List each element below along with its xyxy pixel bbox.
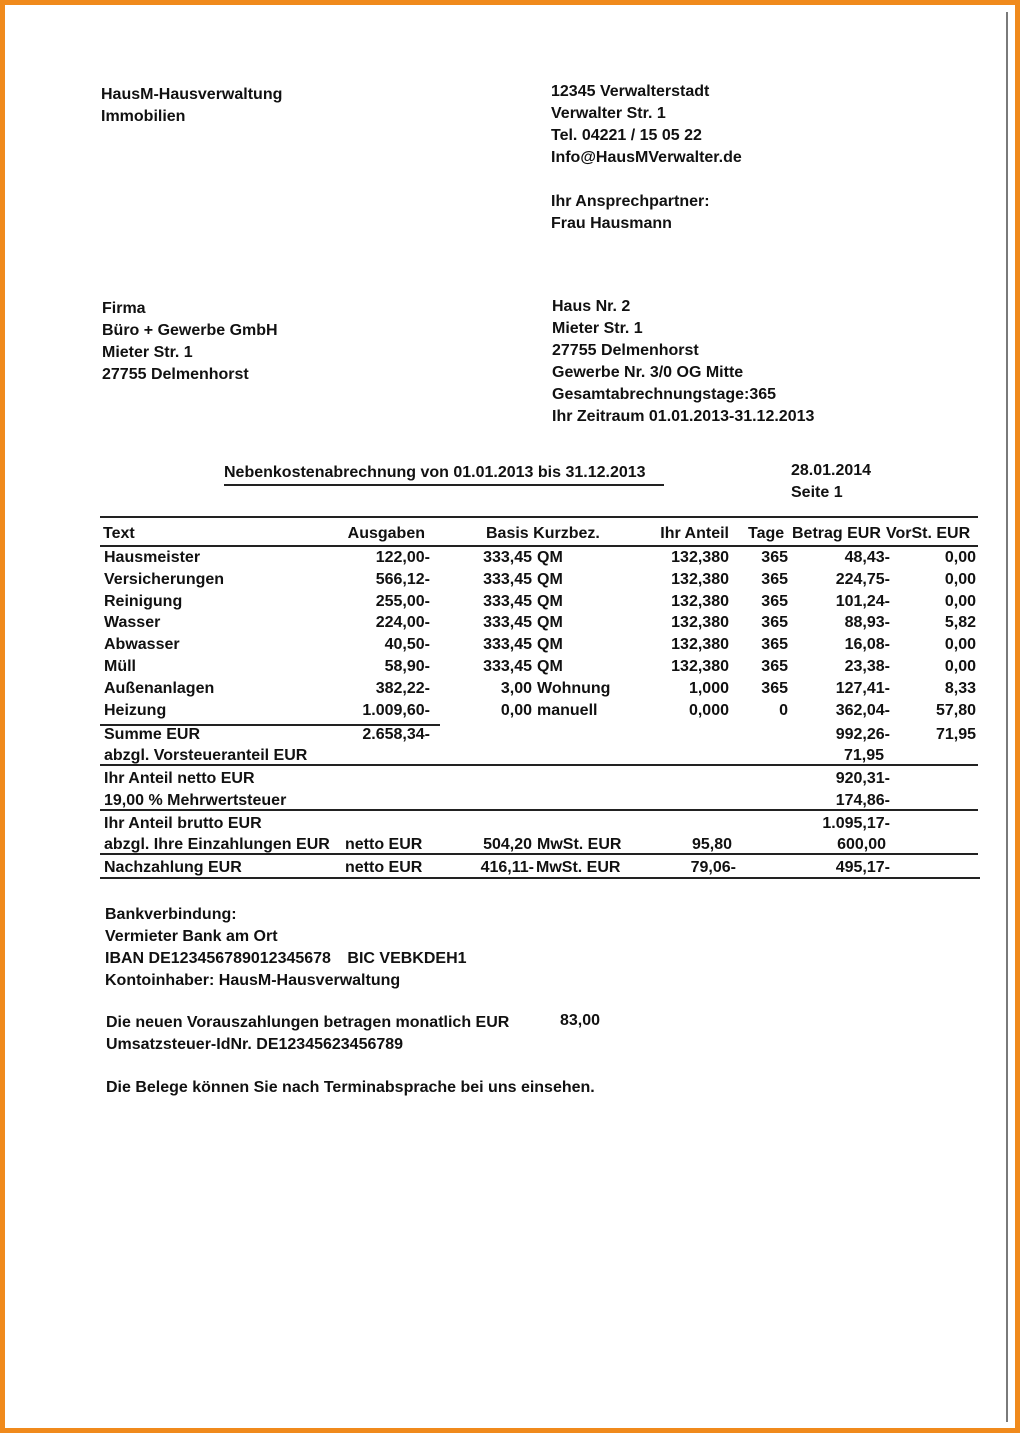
table-row <box>0 656 1020 678</box>
sender-name: HausM-Hausverwaltung <box>101 86 283 103</box>
cell-tage: 365 <box>761 614 788 632</box>
property-city: 27755 Delmenhorst <box>552 342 699 359</box>
contact-name: Frau Hausmann <box>551 215 672 232</box>
cell-betrag: 224,75- <box>835 570 890 588</box>
table-row <box>0 700 1020 722</box>
cell-betrag: 23,38- <box>844 658 890 675</box>
header-betrag: Betrag EUR <box>792 525 881 542</box>
cell-kurzbez: QM <box>537 658 563 675</box>
cell-text: Heizung <box>104 701 167 719</box>
recipient-line1: Firma <box>102 300 146 317</box>
cell-vorst: 0,00 <box>944 549 976 566</box>
cell-ausgaben: 224,00- <box>375 614 430 632</box>
header-tage: Tage <box>748 525 785 542</box>
cell-vorst: 0,00 <box>944 592 976 610</box>
sender-subtitle: Immobilien <box>101 108 186 125</box>
cell-betrag: 101,24- <box>835 592 890 610</box>
cell-basis: 0,00 <box>500 701 532 719</box>
cell-vorst: 8,33 <box>944 679 976 697</box>
cell-anteil: 132,380 <box>671 592 729 610</box>
cell-anteil: 1,000 <box>688 679 729 697</box>
bank-bic: BIC VEBKDEH1 <box>347 950 467 967</box>
receipts-note: Die Belege können Sie nach Terminabsprache bei uns einsehen. <box>106 1079 595 1096</box>
document-date: 28.01.2014 <box>791 462 872 479</box>
table-row <box>0 569 1020 591</box>
nachzahlung-line <box>100 853 978 855</box>
bank-owner: Kontoinhaber: HausM-Hausverwaltung <box>105 972 401 989</box>
table-row <box>0 612 1020 634</box>
cell-anteil: 0,000 <box>688 701 729 719</box>
cell-betrag: 127,41- <box>835 679 890 697</box>
nachzahlung-netto-value: 416,11- <box>480 859 534 876</box>
table-row <box>0 591 1020 613</box>
cell-tage: 365 <box>761 592 788 610</box>
cell-tage: 0 <box>779 701 788 719</box>
header-anteil: Ihr Anteil <box>660 525 729 542</box>
sender-block <box>101 84 282 128</box>
header-vorst: VorSt. EUR <box>886 525 971 542</box>
cell-kurzbez: manuell <box>537 701 598 719</box>
cell-kurzbez: Wohnung <box>537 679 611 697</box>
cell-text: Versicherungen <box>104 570 225 588</box>
property-block <box>552 296 814 428</box>
cell-ausgaben: 40,50- <box>384 636 430 654</box>
property-unit: Gewerbe Nr. 3/0 OG Mitte <box>552 364 744 381</box>
summe-row <box>0 724 1020 746</box>
cell-tage: 365 <box>761 679 788 697</box>
table-row <box>0 678 1020 700</box>
brutto-betrag: 1.095,17- <box>822 815 890 832</box>
cell-vorst: 0,00 <box>944 636 976 654</box>
einzahlungen-betrag: 600,00 <box>837 836 886 853</box>
cell-vorst: 57,80 <box>935 701 976 719</box>
cell-vorst: 0,00 <box>944 658 976 675</box>
sender-address <box>551 81 742 235</box>
cell-basis: 333,45 <box>483 570 532 588</box>
recipient-line2: Büro + Gewerbe GmbH <box>102 322 278 339</box>
cell-kurzbez: QM <box>537 570 563 588</box>
nachzahlung-row <box>0 857 1020 879</box>
summe-betrag: 992,26- <box>835 726 890 743</box>
tax-id: Umsatzsteuer-IdNr. DE12345623456789 <box>106 1036 404 1053</box>
cell-kurzbez: QM <box>537 592 563 610</box>
cell-betrag: 48,43- <box>844 549 890 566</box>
einzahlungen-netto-value: 504,20 <box>483 836 532 853</box>
cell-kurzbez: QM <box>537 614 563 632</box>
property-street: Mieter Str. 1 <box>552 320 643 337</box>
cell-anteil: 132,380 <box>671 614 729 632</box>
vorsteuer-betrag: 71,95 <box>843 747 884 764</box>
document-title: Nebenkostenabrechnung von 01.01.2013 bis 31.12.2013 <box>224 464 646 481</box>
summe-label: Summe EUR <box>104 726 201 743</box>
bank-name: Vermieter Bank am Ort <box>105 928 278 945</box>
cell-ausgaben: 122,00- <box>375 549 430 566</box>
cell-kurzbez: QM <box>537 549 563 566</box>
mwst-label: 19,00 % Mehrwertsteuer <box>104 792 287 809</box>
sender-email: Info@HausMVerwalter.de <box>551 149 742 166</box>
vorsteuer-label: abzgl. Vorsteueranteil EUR <box>104 747 308 764</box>
title-underline <box>224 484 664 486</box>
bank-block <box>105 904 467 992</box>
netto-betrag: 920,31- <box>835 770 890 787</box>
einzahlungen-mwst-value: 95,80 <box>691 836 732 853</box>
summe-vorst: 71,95 <box>935 726 976 743</box>
cell-kurzbez: QM <box>537 636 563 654</box>
nachzahlung-mwst-value: 79,06- <box>690 859 736 876</box>
cell-tage: 365 <box>761 658 788 675</box>
brutto-row <box>0 813 1020 835</box>
brutto-label: Ihr Anteil brutto EUR <box>104 815 262 832</box>
bank-label: Bankverbindung: <box>105 906 237 923</box>
cell-tage: 365 <box>761 570 788 588</box>
cell-betrag: 88,93- <box>844 614 890 632</box>
recipient-block <box>102 298 278 386</box>
cell-text: Außenanlagen <box>104 679 215 697</box>
prepay-text: Die neuen Vorauszahlungen betragen monatlich EUR <box>106 1014 510 1031</box>
cell-betrag: 16,08- <box>844 636 890 654</box>
cell-ausgaben: 255,00- <box>375 592 430 610</box>
cell-anteil: 132,380 <box>671 549 729 566</box>
cell-betrag: 362,04- <box>835 701 890 719</box>
cell-ausgaben: 566,12- <box>375 570 430 588</box>
cell-text: Reinigung <box>104 592 183 610</box>
recipient-line3: Mieter Str. 1 <box>102 344 193 361</box>
cell-tage: 365 <box>761 549 788 566</box>
property-days: Gesamtabrechnungstage:365 <box>552 386 777 403</box>
property-period: Ihr Zeitraum 01.01.2013-31.12.2013 <box>552 408 815 425</box>
table-bottom-line <box>100 877 980 879</box>
cell-vorst: 0,00 <box>944 570 976 588</box>
sender-city: 12345 Verwalterstadt <box>551 83 710 100</box>
cell-basis: 333,45 <box>483 614 532 632</box>
prepay-value: 83,00 <box>560 1012 601 1029</box>
recipient-line4: 27755 Delmenhorst <box>102 366 249 383</box>
cell-ausgaben: 1.009,60- <box>362 701 430 719</box>
sender-phone: Tel. 04221 / 15 05 22 <box>551 127 702 144</box>
header-ausgaben: Ausgaben <box>347 525 425 542</box>
brutto-line <box>100 809 978 811</box>
einzahlungen-netto-label: netto EUR <box>345 836 423 853</box>
header-text: Text <box>103 525 135 542</box>
cell-anteil: 132,380 <box>671 658 729 675</box>
property-house: Haus Nr. 2 <box>552 298 631 315</box>
nachzahlung-betrag: 495,17- <box>835 859 890 876</box>
sender-street: Verwalter Str. 1 <box>551 105 666 122</box>
netto-line <box>100 764 978 766</box>
cell-vorst: 5,82 <box>944 614 976 632</box>
cell-anteil: 132,380 <box>671 636 729 654</box>
table-row <box>0 634 1020 656</box>
einzahlungen-mwst-label: MwSt. EUR <box>537 836 622 853</box>
cell-ausgaben: 382,22- <box>375 679 430 697</box>
netto-label: Ihr Anteil netto EUR <box>104 770 255 787</box>
cell-tage: 365 <box>761 636 788 654</box>
netto-row <box>0 768 1020 790</box>
cell-basis: 333,45 <box>483 549 532 566</box>
document-page-number: Seite 1 <box>791 484 843 501</box>
contact-label: Ihr Ansprechpartner: <box>551 193 710 210</box>
bank-iban: IBAN DE123456789012345678 <box>105 950 331 967</box>
cell-basis: 333,45 <box>483 592 532 610</box>
cell-basis: 333,45 <box>483 636 532 654</box>
table-header <box>0 523 1020 545</box>
einzahlungen-label: abzgl. Ihre Einzahlungen EUR <box>104 836 330 853</box>
cell-anteil: 132,380 <box>671 570 729 588</box>
cell-text: Müll <box>104 658 136 675</box>
cell-basis: 3,00 <box>500 679 532 697</box>
cell-text: Hausmeister <box>104 549 201 566</box>
mwst-betrag: 174,86- <box>835 792 890 809</box>
table-top-line <box>100 516 978 518</box>
header-basis: Basis Kurzbez. <box>486 525 600 542</box>
nachzahlung-mwst-label: MwSt. EUR <box>536 859 621 876</box>
cell-ausgaben: 58,90- <box>384 658 430 675</box>
nachzahlung-netto-label: netto EUR <box>345 859 423 876</box>
cell-text: Abwasser <box>104 636 180 654</box>
nachzahlung-label: Nachzahlung EUR <box>104 859 242 876</box>
table-row <box>0 547 1020 569</box>
cell-text: Wasser <box>104 614 161 632</box>
cell-basis: 333,45 <box>483 658 532 675</box>
summe-ausgaben: 2.658,34- <box>362 726 430 743</box>
